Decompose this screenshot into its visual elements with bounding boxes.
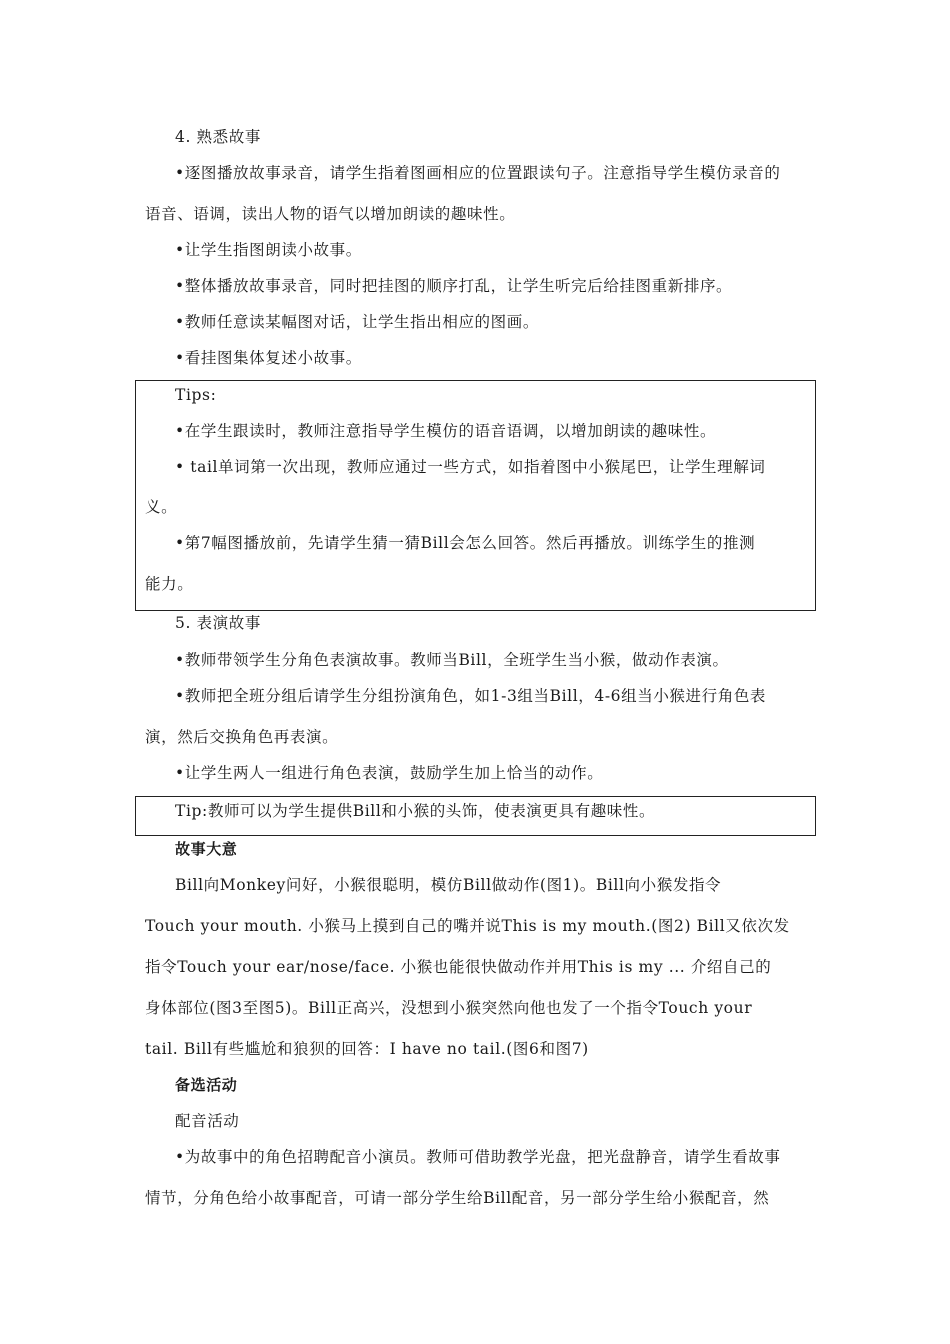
bullet-text: •教师带领学生分角色表演故事。教师当Bill，全班学生当小猴，做动作表演。 — [175, 651, 729, 669]
story-text: 指令Touch your ear/nose/face. 小猴也能很快做动作并用This is my ... 介绍自己的 — [145, 958, 772, 976]
tips-title: Tips: — [175, 386, 217, 404]
bullet-text: 演，然后交换角色再表演。 — [145, 728, 339, 746]
tip-text: • tail单词第一次出现，教师应通过一些方式，如指着图中小猴尾巴，让学生理解词 — [175, 458, 766, 476]
bullet-text: •让学生指图朗读小故事。 — [175, 241, 362, 259]
story-text: 身体部位(图3至图5)。Bill正高兴，没想到小猴突然向他也发了一个指令Touch your — [145, 999, 753, 1017]
bullet-text: •逐图播放故事录音，请学生指着图画相应的位置跟读句子。注意指导学生模仿录音的 — [175, 164, 781, 182]
section-5-heading: 5. 表演故事 — [175, 614, 261, 632]
tips-box — [135, 380, 816, 611]
story-text: tail. Bill有些尴尬和狼狈的回答：I have no tail.(图6和图7) — [145, 1040, 589, 1058]
optional-subheading: 配音活动 — [175, 1112, 240, 1130]
tip-box-text: Tip:教师可以为学生提供Bill和小猴的头饰，使表演更具有趣味性。 — [175, 802, 656, 820]
optional-text: •为故事中的角色招聘配音小演员。教师可借助教学光盘，把光盘静音，请学生看故事 — [175, 1148, 781, 1166]
story-heading: 故事大意 — [175, 840, 238, 858]
bullet-text: •教师任意读某幅图对话，让学生指出相应的图画。 — [175, 313, 539, 331]
bullet-text: •整体播放故事录音，同时把挂图的顺序打乱，让学生听完后给挂图重新排序。 — [175, 277, 733, 295]
section-4-heading: 4. 熟悉故事 — [175, 128, 261, 146]
tip-text: 义。 — [145, 498, 178, 516]
tip-text: •第7幅图播放前，先请学生猜一猜Bill会怎么回答。然后再播放。训练学生的推测 — [175, 534, 756, 552]
optional-text: 情节，分角色给小故事配音，可请一部分学生给Bill配音，另一部分学生给小猴配音，然 — [145, 1189, 770, 1207]
bullet-text: •看挂图集体复述小故事。 — [175, 349, 362, 367]
tip-text: •在学生跟读时，教师注意指导学生模仿的语音语调，以增加朗读的趣味性。 — [175, 422, 717, 440]
bullet-text: •让学生两人一组进行角色表演，鼓励学生加上恰当的动作。 — [175, 764, 604, 782]
tip-text: 能力。 — [145, 575, 194, 593]
bullet-text: 语音、语调，读出人物的语气以增加朗读的趣味性。 — [145, 205, 516, 223]
bullet-text: •教师把全班分组后请学生分组扮演角色，如1-3组当Bill，4-6组当小猴进行角色表 — [175, 687, 767, 705]
story-text: Touch your mouth. 小猴马上摸到自己的嘴并说This is my mouth.(图2) Bill又依次发 — [145, 917, 790, 935]
optional-heading: 备选活动 — [175, 1076, 238, 1094]
story-text: Bill向Monkey问好，小猴很聪明，模仿Bill做动作(图1)。Bill向小猴发指令 — [175, 876, 722, 894]
